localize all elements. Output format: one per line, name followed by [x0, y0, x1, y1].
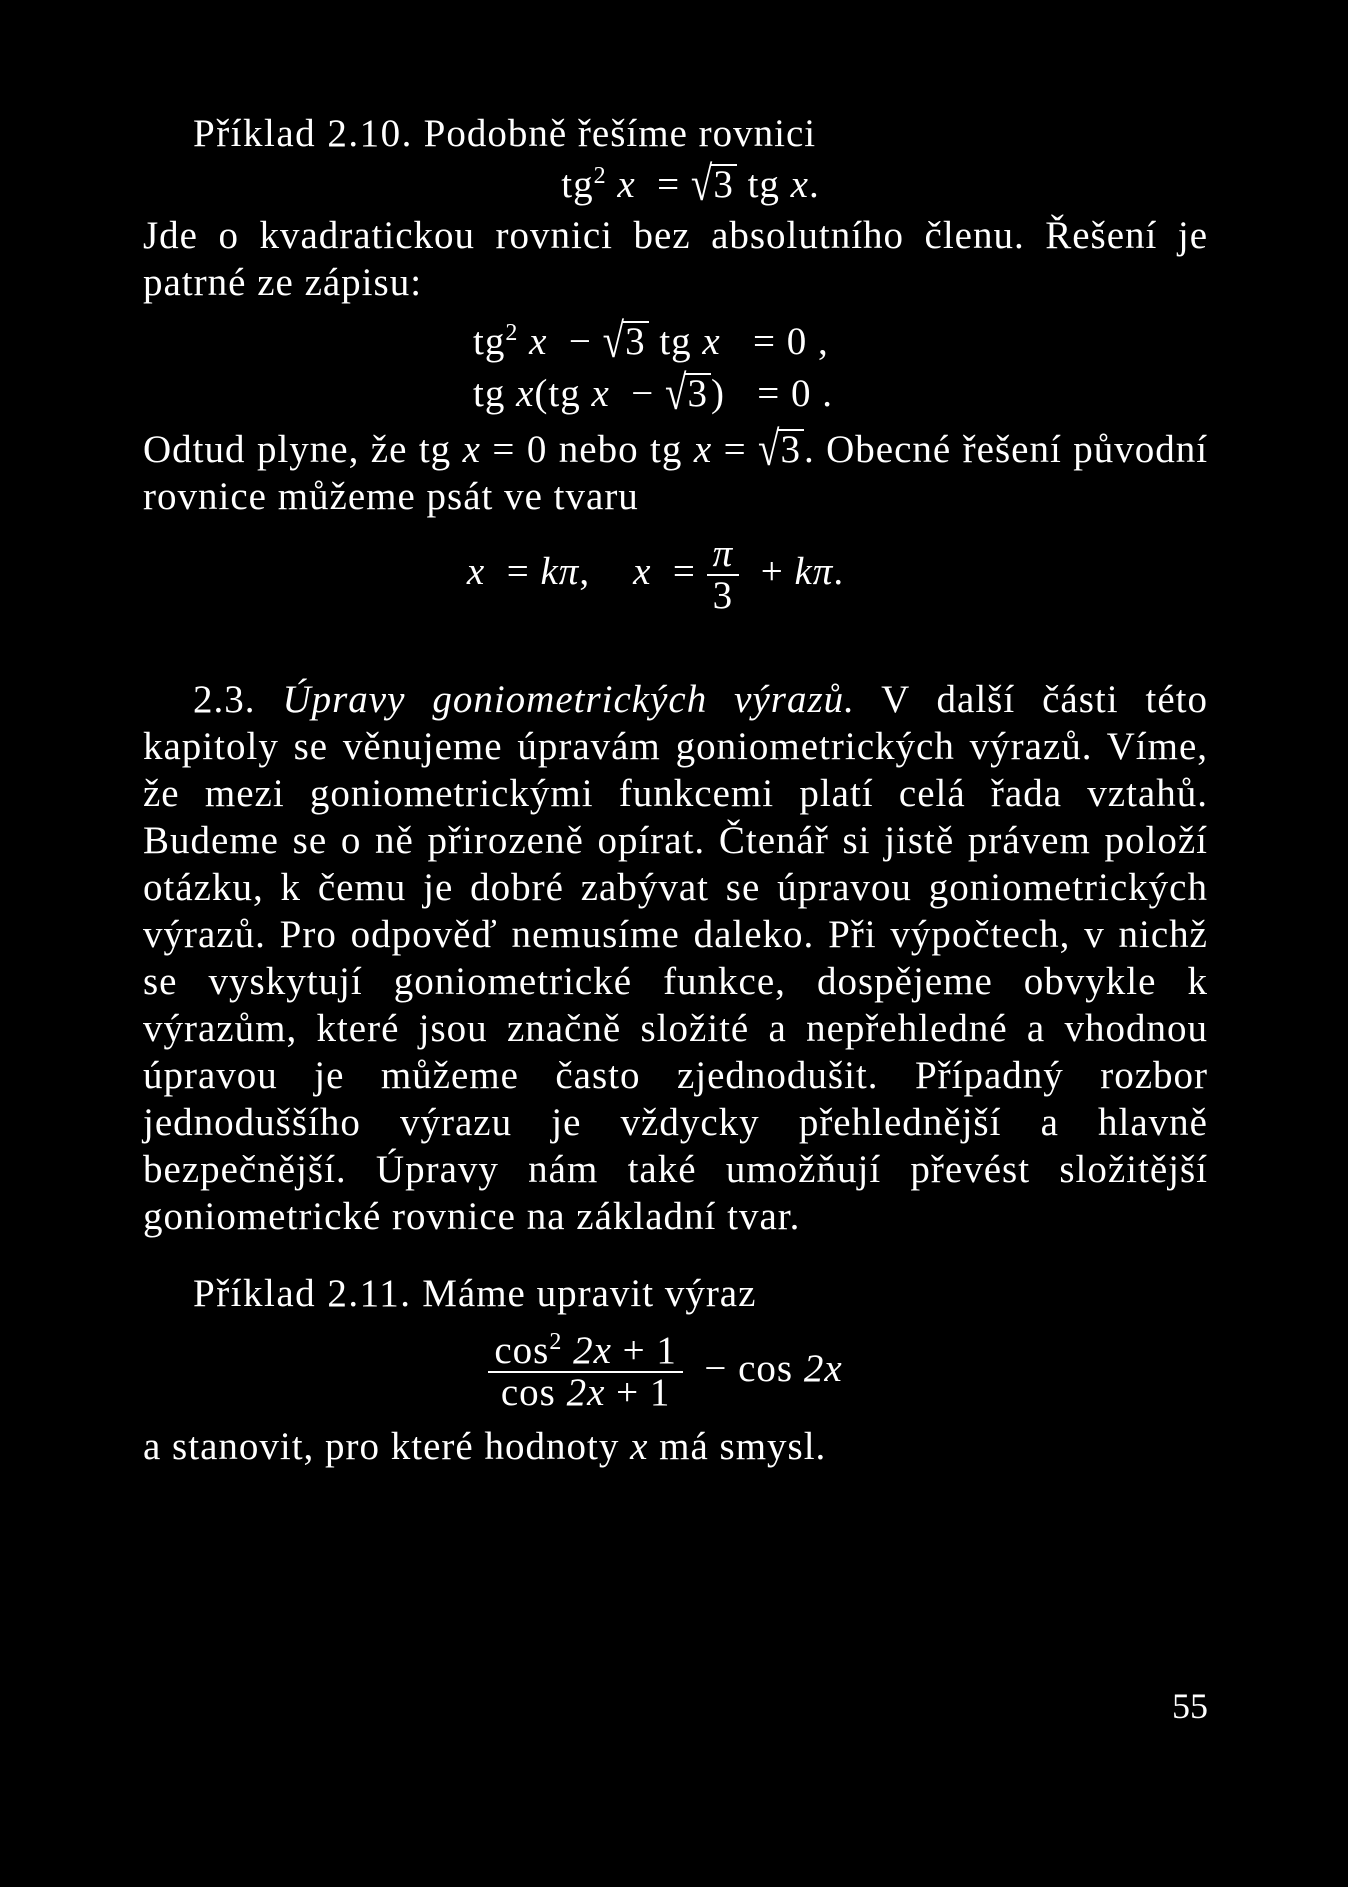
fraction-cos: $\frac{\cos^2 2x + 1}{\cos 2x + 1}$: [488, 1331, 683, 1413]
example-2-11-intro: [143, 1270, 1208, 1317]
example-text-1: Jde o kvadratickou rovnici bez absolutního členu. Řešení je patrné ze zápisu:: [143, 214, 1208, 304]
solution-equation: x = kπ, x = $\frac{\pi}{3}$ + kπ.: [466, 532, 845, 617]
example-intro-text: Podobně řešíme rovnici: [423, 112, 817, 155]
section-body: V další části této kapitoly se věnujeme úpravám goniometrických výrazů. Víme, že mezi goniometrickými funkcemi platí celá řada vztahů. Budeme se o ně přirozeně opírat. Čtenář si jistě právem položí otázku, k čemu je dobré zabývat se úpravou goniometrických výrazů. Pro odpověď nemusíme daleko. Při výpočtech, v nichž se vyskytují goniometrické funkce, dospějeme obvykle k výrazům, které jsou značně složité a nepřehledné a vhodnou úpravou je můžeme často zjednodušit. Případný rozbor jednoduššího výrazu je vždycky přehlednější a hlavně bezpečnější. Úpravy nám také umožňují převést složitější goniometrické rovnice na základní tvar.: [143, 678, 1208, 1238]
example-2-10-intro: [143, 110, 1208, 157]
equation-line-1: $tg^2$ x − √3 tg x = 0 ,: [473, 314, 829, 369]
example-intro-text: Máme upravit výraz: [422, 1272, 757, 1315]
equation-system: [143, 316, 1208, 420]
example-2-11-text: a stanovit, pro které hodnoty x má smysl.: [143, 1425, 827, 1468]
section-number: 2.3.: [193, 678, 256, 721]
expression-cos: $\frac{\cos^2 2x + 1}{\cos 2x + 1}$ − cos 2x: [143, 1331, 1208, 1413]
equation-tg2x: $tg^2$ x = √3 tg x.: [561, 157, 820, 212]
fraction-pi-over-3: $\frac{\pi}{3}$: [707, 534, 740, 616]
page-content: [143, 110, 1208, 1470]
example-label: Příklad 2.11.: [193, 1272, 412, 1315]
page-number: 55: [1172, 1686, 1208, 1726]
example-text-2: Odtud plyne, že tg x = 0 nebo tg x = √3. Obecné řešení původní rovnice můžeme psát ve tvaru: [143, 422, 1209, 518]
section-title: Úpravy goniometrických výrazů.: [282, 678, 855, 721]
section-2-3: [143, 676, 1208, 1240]
example-label: Příklad 2.10.: [193, 112, 413, 155]
equation-line-2: tg x(tg x − √3) = 0 .: [473, 366, 833, 421]
